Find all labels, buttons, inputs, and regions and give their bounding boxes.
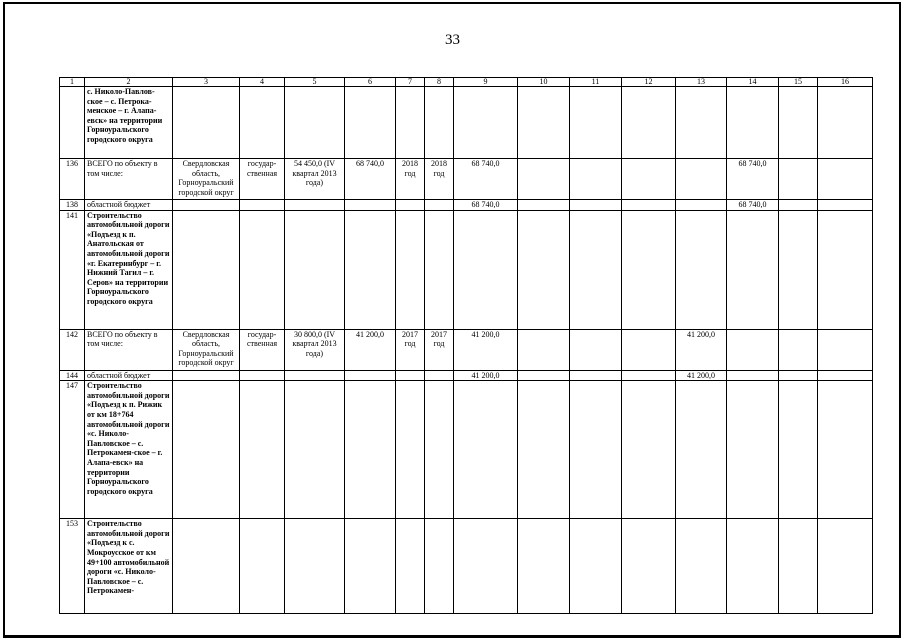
table-cell — [570, 329, 622, 370]
table-cell — [345, 87, 396, 159]
table-cell — [454, 87, 518, 159]
table-cell: 68 740,0 — [727, 200, 779, 211]
table-cell — [285, 210, 345, 329]
row-name-cell: Строительство автомобильной дороги «Подъезд к п. Анатольская от автомобильной дороги «г. Екатеринбург – г. Нижний Тагил – г. Серов» на территории Горноуральского городского округа — [85, 210, 173, 329]
table-cell: 68 740,0 — [345, 159, 396, 200]
table-cell — [818, 87, 873, 159]
table-cell — [518, 159, 570, 200]
table-cell — [570, 381, 622, 519]
table-cell — [570, 87, 622, 159]
column-header: 13 — [676, 78, 727, 87]
table-cell — [240, 370, 285, 381]
table-cell: 41 200,0 — [676, 329, 727, 370]
table-cell: 30 800,0 (IV квартал 2013 года) — [285, 329, 345, 370]
column-header: 14 — [727, 78, 779, 87]
table-cell — [345, 200, 396, 211]
table-cell — [622, 159, 676, 200]
table-cell — [173, 519, 240, 614]
table-cell: 41 200,0 — [676, 370, 727, 381]
table-cell — [454, 210, 518, 329]
table-cell — [676, 519, 727, 614]
table-cell — [622, 200, 676, 211]
table-cell — [345, 370, 396, 381]
table-cell — [518, 200, 570, 211]
table-cell: 54 450,0 (IV квартал 2013 года) — [285, 159, 345, 200]
table-cell — [173, 210, 240, 329]
table-cell — [425, 210, 454, 329]
table-cell — [779, 87, 818, 159]
table-cell — [818, 381, 873, 519]
table-cell — [425, 370, 454, 381]
table-cell — [396, 370, 425, 381]
table-cell — [518, 87, 570, 159]
table-cell — [779, 200, 818, 211]
table-cell — [396, 87, 425, 159]
table-cell — [518, 329, 570, 370]
table-cell — [285, 519, 345, 614]
table-cell — [173, 381, 240, 519]
table-cell — [779, 159, 818, 200]
table-cell — [285, 200, 345, 211]
row-name-cell: с. Николо-Павлов-ское – с. Петрока-менское – г. Алапа-евск» на территории Горноуральского городского округа — [85, 87, 173, 159]
row-name-cell: областной бюджет — [85, 200, 173, 211]
column-header: 4 — [240, 78, 285, 87]
table-row — [60, 329, 873, 370]
table-cell: 41 200,0 — [454, 329, 518, 370]
table-cell: государ-ственная — [240, 159, 285, 200]
row-name-cell: ВСЕГО по объекту в том числе: — [85, 159, 173, 200]
table-cell — [173, 87, 240, 159]
row-number-cell — [60, 87, 85, 159]
table-cell — [173, 370, 240, 381]
table-cell — [570, 200, 622, 211]
table-cell — [396, 381, 425, 519]
table-cell — [818, 329, 873, 370]
row-number-cell: 153 — [60, 519, 85, 614]
column-header: 2 — [85, 78, 173, 87]
table-cell: 2018 год — [396, 159, 425, 200]
row-name-cell: областной бюджет — [85, 370, 173, 381]
table-cell — [425, 200, 454, 211]
table-cell: 2017 год — [425, 329, 454, 370]
table-cell — [425, 519, 454, 614]
table-cell — [676, 210, 727, 329]
table-cell: 2017 год — [396, 329, 425, 370]
column-header: 5 — [285, 78, 345, 87]
table-cell — [779, 210, 818, 329]
table-cell — [240, 200, 285, 211]
table-row — [60, 87, 873, 159]
table-cell — [425, 87, 454, 159]
column-header: 11 — [570, 78, 622, 87]
table-cell — [622, 329, 676, 370]
table-cell — [240, 210, 285, 329]
table-cell — [425, 381, 454, 519]
table-cell — [622, 210, 676, 329]
table-cell — [676, 159, 727, 200]
column-header: 1 — [60, 78, 85, 87]
table-cell — [727, 370, 779, 381]
table-cell — [518, 210, 570, 329]
table-cell — [622, 381, 676, 519]
table-row — [60, 159, 873, 200]
column-header: 3 — [173, 78, 240, 87]
table-cell — [240, 519, 285, 614]
table-cell — [240, 87, 285, 159]
table-cell — [779, 370, 818, 381]
table-cell — [818, 210, 873, 329]
table-cell — [727, 329, 779, 370]
table-cell — [727, 210, 779, 329]
table-cell — [240, 381, 285, 519]
column-header: 9 — [454, 78, 518, 87]
table-cell — [518, 519, 570, 614]
table-cell — [676, 381, 727, 519]
row-name-cell: Строительство автомобильной дороги «Подъезд к п. Рижик от км 18+764 автомобильной дороги «с. Николо-Павловское – с. Петрокамен-ское – г. Алапа-евск» на территории Горноуральского городского округа — [85, 381, 173, 519]
table-cell — [345, 381, 396, 519]
column-header: 8 — [425, 78, 454, 87]
row-name-cell: ВСЕГО по объекту в том числе: — [85, 329, 173, 370]
table-cell — [622, 519, 676, 614]
row-number-cell: 136 — [60, 159, 85, 200]
table-cell — [570, 210, 622, 329]
table-cell — [570, 370, 622, 381]
table-cell — [396, 519, 425, 614]
table-cell: Свердловская область, Горноуральский городской округ — [173, 329, 240, 370]
table-cell — [818, 200, 873, 211]
table-cell — [285, 370, 345, 381]
table-cell: 68 740,0 — [454, 159, 518, 200]
table-cell — [779, 381, 818, 519]
table-cell — [779, 329, 818, 370]
table-cell: 41 200,0 — [454, 370, 518, 381]
table-cell — [518, 381, 570, 519]
table-row — [60, 519, 873, 614]
table-cell — [727, 381, 779, 519]
row-number-cell: 147 — [60, 381, 85, 519]
table-row — [60, 210, 873, 329]
table-cell — [570, 159, 622, 200]
table-row — [60, 370, 873, 381]
table-row — [60, 200, 873, 211]
table-cell — [727, 519, 779, 614]
table-cell — [676, 200, 727, 211]
column-header: 10 — [518, 78, 570, 87]
table-cell — [676, 87, 727, 159]
table-cell — [454, 519, 518, 614]
data-table — [59, 77, 873, 614]
table-cell — [396, 200, 425, 211]
table-cell: 41 200,0 — [345, 329, 396, 370]
row-number-cell: 141 — [60, 210, 85, 329]
row-number-cell: 144 — [60, 370, 85, 381]
table-cell — [285, 87, 345, 159]
column-header: 12 — [622, 78, 676, 87]
table-cell — [818, 370, 873, 381]
table-cell — [518, 370, 570, 381]
table-cell: 68 740,0 — [727, 159, 779, 200]
table-cell — [727, 87, 779, 159]
table-cell: государ-ственная — [240, 329, 285, 370]
table-cell — [396, 210, 425, 329]
table-cell — [454, 381, 518, 519]
table-cell: 2018 год — [425, 159, 454, 200]
table-cell — [622, 370, 676, 381]
table-cell — [285, 381, 345, 519]
column-header: 16 — [818, 78, 873, 87]
table-header-row — [60, 78, 873, 87]
table-cell — [818, 519, 873, 614]
row-number-cell: 138 — [60, 200, 85, 211]
column-header: 6 — [345, 78, 396, 87]
column-header: 15 — [779, 78, 818, 87]
table-cell: 68 740,0 — [454, 200, 518, 211]
column-header: 7 — [396, 78, 425, 87]
row-name-cell: Строительство автомобильной дороги «Подъезд к с. Мокроусское от км 49+100 автомобильной дороги «с. Николо-Павловское – с. Петрокамен- — [85, 519, 173, 614]
table-cell — [345, 210, 396, 329]
table-row — [60, 381, 873, 519]
table-cell — [818, 159, 873, 200]
table-cell — [779, 519, 818, 614]
table-cell — [570, 519, 622, 614]
table-cell: Свердловская область, Горноуральский городской округ — [173, 159, 240, 200]
table-cell — [345, 519, 396, 614]
table-cell — [173, 200, 240, 211]
row-number-cell: 142 — [60, 329, 85, 370]
page-number: 33 — [445, 32, 460, 48]
table-cell — [622, 87, 676, 159]
